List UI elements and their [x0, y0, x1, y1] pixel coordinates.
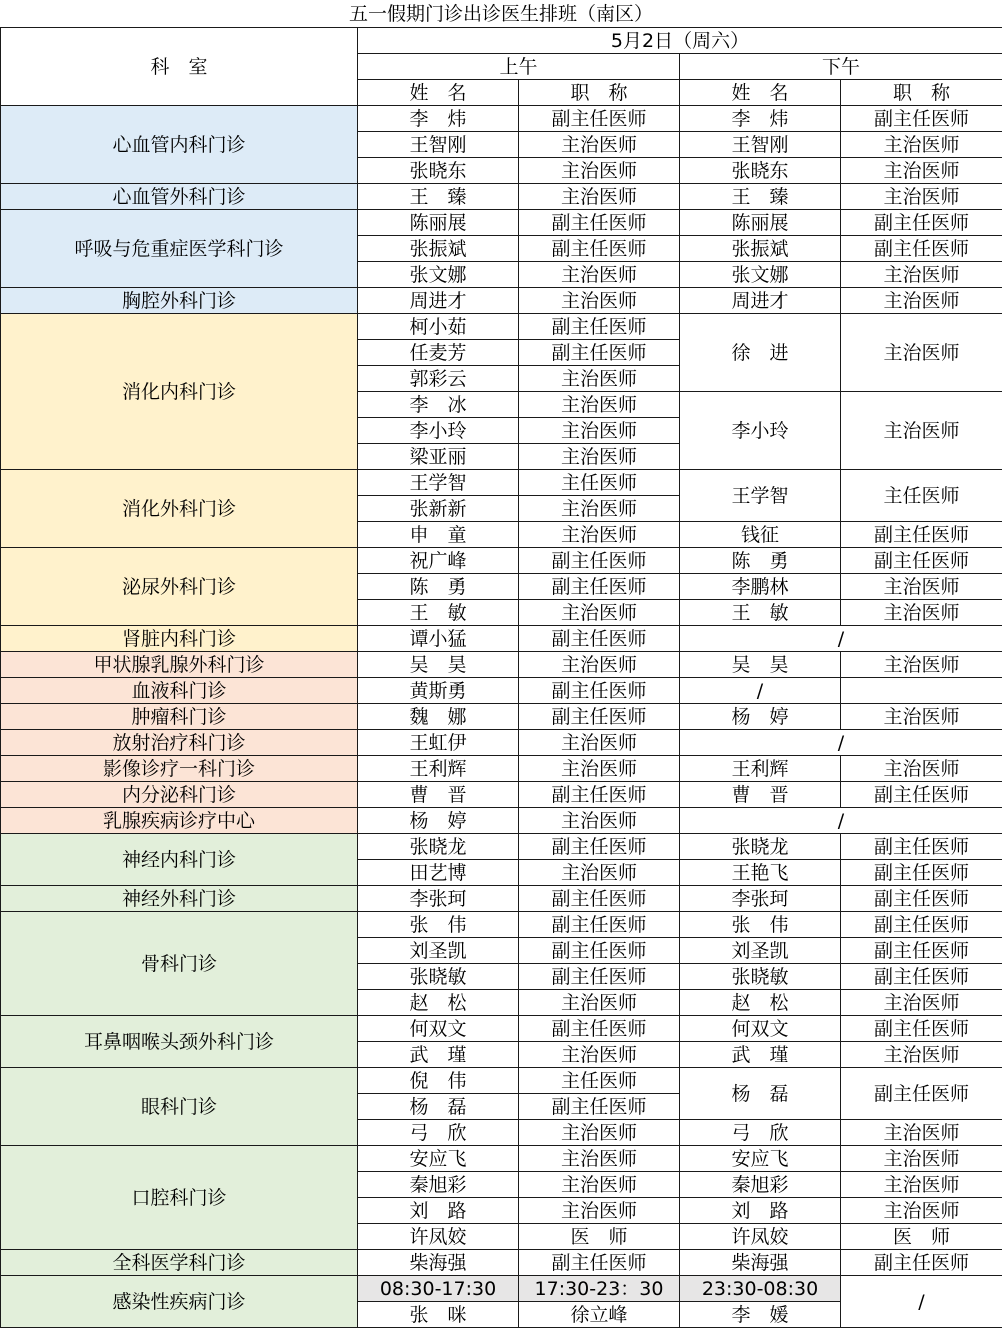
am-rank: 副主任医师	[519, 314, 680, 340]
date-header: 5月2日（周六）	[358, 28, 1002, 54]
pm-rank: 副主任医师	[841, 522, 1002, 548]
am-rank: 主治医师	[519, 1198, 680, 1224]
dept-cell: 放射治疗科门诊	[1, 730, 358, 756]
am-rank: 主治医师	[519, 756, 680, 782]
pm-rank: 主治医师	[841, 158, 1002, 184]
table-row	[1, 1016, 1002, 1042]
pm-none: /	[680, 808, 1002, 834]
pm-name: 王 臻	[680, 184, 841, 210]
shift-doctor: 张 咪	[358, 1302, 519, 1328]
pm-rank: 医 师	[841, 1224, 1002, 1250]
table-row	[1, 548, 1002, 574]
am-rank: 主治医师	[519, 392, 680, 418]
dept-cell: 耳鼻咽喉头颈外科门诊	[1, 1016, 358, 1068]
pm-name: 何双文	[680, 1016, 841, 1042]
pm-rank: 主治医师	[841, 704, 1002, 730]
am-name: 李 炜	[358, 106, 519, 132]
am-rank: 副主任医师	[519, 340, 680, 366]
pm-name: 李小玲	[680, 392, 841, 470]
am-rank: 副主任医师	[519, 210, 680, 236]
pm-rank: 主治医师	[841, 1120, 1002, 1146]
am-rank: 副主任医师	[519, 834, 680, 860]
dept-cell: 消化外科门诊	[1, 470, 358, 548]
dept-cell: 胸腔外科门诊	[1, 288, 358, 314]
dept-cell: 感染性疾病门诊	[1, 1276, 358, 1328]
am-rank-header: 职 称	[519, 80, 680, 106]
pm-name: 李 炜	[680, 106, 841, 132]
pm-rank: 副主任医师	[841, 1068, 1002, 1120]
am-rank: 主治医师	[519, 418, 680, 444]
am-rank: 主治医师	[519, 1120, 680, 1146]
table-row	[1, 1250, 1002, 1276]
pm-name: 张振斌	[680, 236, 841, 262]
am-rank: 主治医师	[519, 1172, 680, 1198]
dept-cell: 神经外科门诊	[1, 886, 358, 912]
pm-rank: 副主任医师	[841, 1016, 1002, 1042]
am-name: 柯小茹	[358, 314, 519, 340]
shift-time: 23:30-08:30	[680, 1276, 841, 1302]
am-rank: 副主任医师	[519, 886, 680, 912]
pm-name: 曹 晋	[680, 782, 841, 808]
am-name: 吴 昊	[358, 652, 519, 678]
dept-cell: 神经内科门诊	[1, 834, 358, 886]
table-row	[1, 626, 1002, 652]
am-name: 陈 勇	[358, 574, 519, 600]
am-rank: 主治医师	[519, 600, 680, 626]
am-name: 李张珂	[358, 886, 519, 912]
table-row	[1, 106, 1002, 132]
am-name: 秦旭彩	[358, 1172, 519, 1198]
am-name: 杨 磊	[358, 1094, 519, 1120]
pm-rank: 副主任医师	[841, 548, 1002, 574]
pm-rank: 副主任医师	[841, 106, 1002, 132]
table-row	[1, 704, 1002, 730]
am-rank: 副主任医师	[519, 626, 680, 652]
am-name: 田艺博	[358, 860, 519, 886]
am-rank: 主治医师	[519, 860, 680, 886]
am-rank: 副主任医师	[519, 912, 680, 938]
pm-rank: 主治医师	[841, 184, 1002, 210]
pm-rank: 主治医师	[841, 600, 1002, 626]
pm-rank: 主治医师	[841, 1042, 1002, 1068]
am-rank: 副主任医师	[519, 106, 680, 132]
am-name: 王虹伊	[358, 730, 519, 756]
pm-none: /	[680, 730, 1002, 756]
am-rank: 副主任医师	[519, 548, 680, 574]
am-rank: 医 师	[519, 1224, 680, 1250]
table-row	[1, 288, 1002, 314]
am-rank: 主治医师	[519, 522, 680, 548]
pm-name: 陈 勇	[680, 548, 841, 574]
dept-cell: 血液科门诊	[1, 678, 358, 704]
am-rank: 主治医师	[519, 262, 680, 288]
am-name: 梁亚丽	[358, 444, 519, 470]
pm-rank: 副主任医师	[841, 938, 1002, 964]
pm-rank: 主治医师	[841, 990, 1002, 1016]
pm-name: 陈丽展	[680, 210, 841, 236]
table-row	[1, 652, 1002, 678]
pm-rank: 主治医师	[841, 288, 1002, 314]
pm-name: 李张珂	[680, 886, 841, 912]
am-name: 何双文	[358, 1016, 519, 1042]
table-row	[1, 678, 1002, 704]
am-rank: 主治医师	[519, 444, 680, 470]
am-name: 赵 松	[358, 990, 519, 1016]
am-name: 张新新	[358, 496, 519, 522]
pm-name: 吴 昊	[680, 652, 841, 678]
table-row	[1, 808, 1002, 834]
am-rank: 副主任医师	[519, 574, 680, 600]
pm-name: 王利辉	[680, 756, 841, 782]
table-row	[1, 886, 1002, 912]
pm-rank: 主治医师	[841, 132, 1002, 158]
table-row	[1, 210, 1002, 236]
shift-time: 17:30-23：30	[519, 1276, 680, 1302]
am-rank: 副主任医师	[519, 1094, 680, 1120]
am-rank: 副主任医师	[519, 782, 680, 808]
pm-rank: 副主任医师	[841, 210, 1002, 236]
pm-rank: 副主任医师	[841, 782, 1002, 808]
dept-cell: 呼吸与危重症医学科门诊	[1, 210, 358, 288]
pm-name: 李鹏林	[680, 574, 841, 600]
am-name: 陈丽展	[358, 210, 519, 236]
am-name: 杨 婷	[358, 808, 519, 834]
pm-name: 杨 婷	[680, 704, 841, 730]
am-name: 武 瑾	[358, 1042, 519, 1068]
dept-cell: 内分泌科门诊	[1, 782, 358, 808]
dept-cell: 影像诊疗一科门诊	[1, 756, 358, 782]
pm-name: 王艳飞	[680, 860, 841, 886]
am-name: 张振斌	[358, 236, 519, 262]
dept-cell: 眼科门诊	[1, 1068, 358, 1146]
am-rank: 主任医师	[519, 470, 680, 496]
pm-none: /	[841, 1276, 1002, 1328]
am-name-header: 姓 名	[358, 80, 519, 106]
am-name: 谭小猛	[358, 626, 519, 652]
dept-cell: 肾脏内科门诊	[1, 626, 358, 652]
am-name: 祝广峰	[358, 548, 519, 574]
pm-name: 武 瑾	[680, 1042, 841, 1068]
shift-time: 08:30-17:30	[358, 1276, 519, 1302]
pm-name: 许凤姣	[680, 1224, 841, 1250]
pm-name: 张晓敏	[680, 964, 841, 990]
pm-name: 杨 磊	[680, 1068, 841, 1120]
am-name: 张文娜	[358, 262, 519, 288]
am-rank: 主治医师	[519, 1146, 680, 1172]
pm-rank: 副主任医师	[841, 912, 1002, 938]
pm-name: 张晓龙	[680, 834, 841, 860]
dept-header: 科 室	[1, 28, 358, 106]
am-rank: 主治医师	[519, 184, 680, 210]
dept-cell: 乳腺疾病诊疗中心	[1, 808, 358, 834]
table-row	[1, 184, 1002, 210]
am-name: 任麦芳	[358, 340, 519, 366]
am-rank: 副主任医师	[519, 236, 680, 262]
pm-rank: 副主任医师	[841, 834, 1002, 860]
am-rank: 主治医师	[519, 652, 680, 678]
pm-rank: 主治医师	[841, 262, 1002, 288]
pm-rank: 副主任医师	[841, 860, 1002, 886]
pm-name: 刘圣凯	[680, 938, 841, 964]
dept-cell: 心血管内科门诊	[1, 106, 358, 184]
afternoon-header: 下午	[680, 54, 1002, 80]
pm-name: 王学智	[680, 470, 841, 522]
am-name: 安应飞	[358, 1146, 519, 1172]
dept-cell: 泌尿外科门诊	[1, 548, 358, 626]
am-name: 申 童	[358, 522, 519, 548]
pm-rank: 主治医师	[841, 756, 1002, 782]
am-name: 张 伟	[358, 912, 519, 938]
am-rank: 主治医师	[519, 990, 680, 1016]
am-name: 王 臻	[358, 184, 519, 210]
pm-rank: 主治医师	[841, 574, 1002, 600]
pm-name: 王 敏	[680, 600, 841, 626]
am-rank: 副主任医师	[519, 1016, 680, 1042]
pm-name: 赵 松	[680, 990, 841, 1016]
pm-name: 刘 路	[680, 1198, 841, 1224]
table-row	[1, 912, 1002, 938]
am-rank: 主治医师	[519, 730, 680, 756]
am-rank: 主治医师	[519, 496, 680, 522]
table-row	[1, 730, 1002, 756]
dept-cell: 心血管外科门诊	[1, 184, 358, 210]
table-row	[1, 782, 1002, 808]
pm-rank: 副主任医师	[841, 1250, 1002, 1276]
am-rank: 主任医师	[519, 1068, 680, 1094]
pm-name: 张 伟	[680, 912, 841, 938]
pm-name: 秦旭彩	[680, 1172, 841, 1198]
table-row	[1, 470, 1002, 496]
dept-cell: 甲状腺乳腺外科门诊	[1, 652, 358, 678]
pm-rank: 主治医师	[841, 1146, 1002, 1172]
morning-header: 上午	[358, 54, 680, 80]
table-row	[1, 1068, 1002, 1094]
am-name: 李 冰	[358, 392, 519, 418]
dept-cell: 全科医学科门诊	[1, 1250, 358, 1276]
pm-rank	[841, 678, 1002, 704]
pm-rank: 副主任医师	[841, 886, 1002, 912]
am-name: 王 敏	[358, 600, 519, 626]
am-name: 张晓东	[358, 158, 519, 184]
dept-cell: 肿瘤科门诊	[1, 704, 358, 730]
dept-cell: 骨科门诊	[1, 912, 358, 1016]
pm-name: 周进才	[680, 288, 841, 314]
dept-cell: 口腔科门诊	[1, 1146, 358, 1250]
am-rank: 主治医师	[519, 288, 680, 314]
pm-name: 张晓东	[680, 158, 841, 184]
am-name: 柴海强	[358, 1250, 519, 1276]
am-rank: 主治医师	[519, 808, 680, 834]
am-name: 黄斯勇	[358, 678, 519, 704]
am-name: 李小玲	[358, 418, 519, 444]
am-rank: 主治医师	[519, 158, 680, 184]
table-row	[1, 314, 1002, 340]
pm-name: 安应飞	[680, 1146, 841, 1172]
am-name: 倪 伟	[358, 1068, 519, 1094]
pm-name-header: 姓 名	[680, 80, 841, 106]
am-rank: 副主任医师	[519, 678, 680, 704]
am-name: 刘 路	[358, 1198, 519, 1224]
am-name: 王智刚	[358, 132, 519, 158]
pm-rank: 主治医师	[841, 392, 1002, 470]
am-name: 魏 娜	[358, 704, 519, 730]
pm-rank: 主治医师	[841, 652, 1002, 678]
am-name: 张晓龙	[358, 834, 519, 860]
am-rank: 副主任医师	[519, 704, 680, 730]
am-name: 刘圣凯	[358, 938, 519, 964]
am-rank: 主治医师	[519, 1042, 680, 1068]
am-name: 王利辉	[358, 756, 519, 782]
table-row	[1, 834, 1002, 860]
am-rank: 副主任医师	[519, 1250, 680, 1276]
page-title: 五一假期门诊出诊医生排班（南区）	[0, 0, 1002, 28]
pm-rank: 主治医师	[841, 314, 1002, 392]
pm-name: 弓 欣	[680, 1120, 841, 1146]
shift-doctor: 李 媛	[680, 1302, 841, 1328]
am-rank: 主治医师	[519, 366, 680, 392]
shift-doctor: 徐立峰	[519, 1302, 680, 1328]
am-name: 郭彩云	[358, 366, 519, 392]
am-name: 王学智	[358, 470, 519, 496]
dept-cell: 消化内科门诊	[1, 314, 358, 470]
pm-rank: 副主任医师	[841, 236, 1002, 262]
am-rank: 副主任医师	[519, 938, 680, 964]
schedule-table	[0, 27, 1002, 1328]
pm-rank-header: 职 称	[841, 80, 1002, 106]
pm-rank: 主治医师	[841, 1198, 1002, 1224]
am-rank: 主治医师	[519, 132, 680, 158]
table-row	[1, 1276, 1002, 1302]
am-name: 张晓敏	[358, 964, 519, 990]
pm-rank: 副主任医师	[841, 964, 1002, 990]
pm-none: /	[680, 626, 1002, 652]
pm-name: 钱征	[680, 522, 841, 548]
pm-name: 徐 进	[680, 314, 841, 392]
am-name: 许凤姣	[358, 1224, 519, 1250]
table-row	[1, 756, 1002, 782]
pm-rank: 主治医师	[841, 1172, 1002, 1198]
pm-name: 王智刚	[680, 132, 841, 158]
table-row	[1, 1146, 1002, 1172]
am-name: 弓 欣	[358, 1120, 519, 1146]
am-name: 曹 晋	[358, 782, 519, 808]
pm-name: 张文娜	[680, 262, 841, 288]
pm-rank: 主任医师	[841, 470, 1002, 522]
am-name: 周进才	[358, 288, 519, 314]
pm-name: 柴海强	[680, 1250, 841, 1276]
am-rank: 副主任医师	[519, 964, 680, 990]
pm-none: /	[680, 678, 841, 704]
